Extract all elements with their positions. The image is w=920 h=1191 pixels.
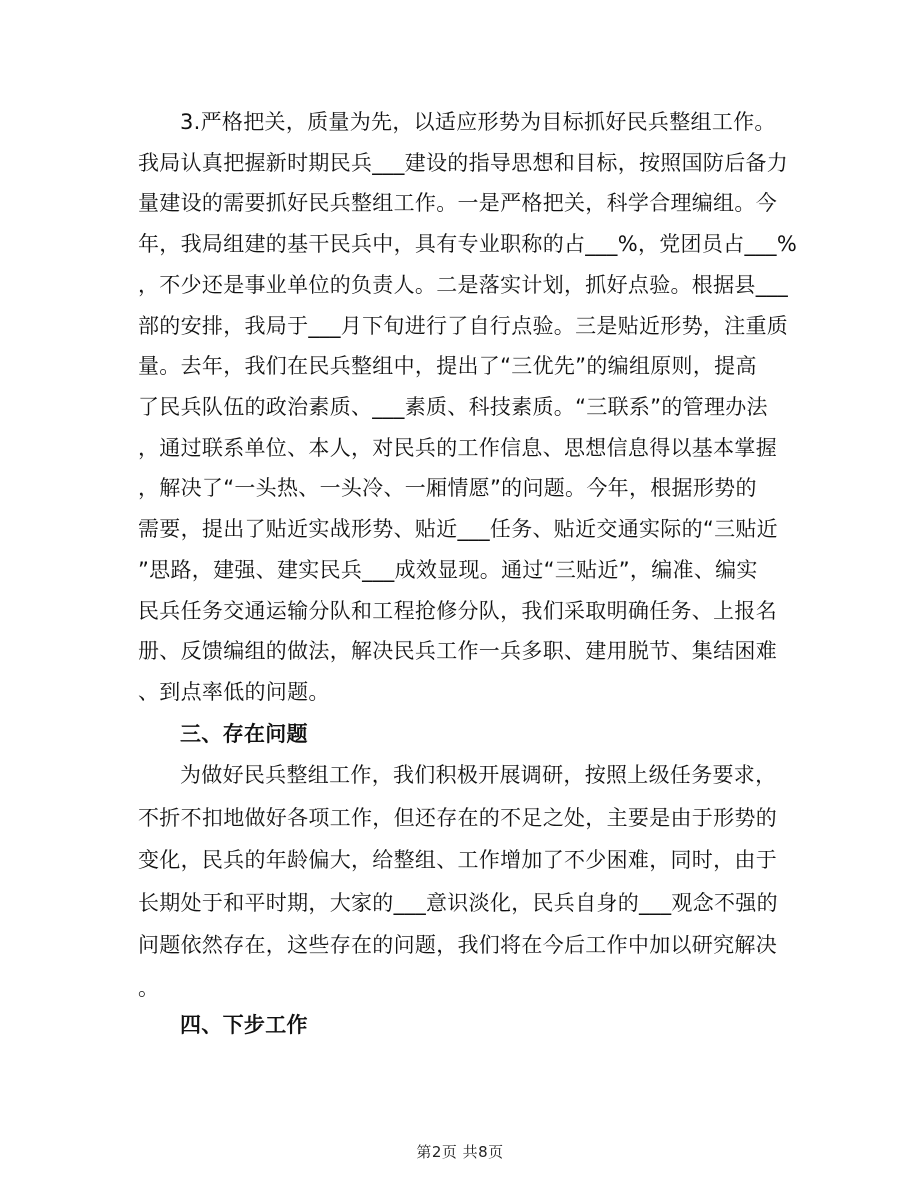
section-heading-next-steps: 四、下步工作 <box>180 1013 308 1037</box>
section-heading-problems: 三、存在问题 <box>180 722 308 746</box>
paragraph-line: ”思路，建强、建实民兵___成效显现。通过“三贴近”，编准、编实 <box>138 558 758 582</box>
paragraph-line: 需要，提出了贴近实战形势、贴近___任务、贴近交通实际的“三贴近 <box>138 517 778 541</box>
page-number-footer: 第2页 共8页 <box>416 1143 504 1161</box>
paragraph-line: 我局认真把握新时期民兵___建设的指导思想和目标，按照国防后备力 <box>138 151 789 175</box>
paragraph-line: 部的安排，我局于___月下旬进行了自行点验。三是贴近形势，注重质 <box>138 314 789 338</box>
paragraph-line: ，解决了“一头热、一头冷、一厢情愿”的问题。今年，根据形势的 <box>138 476 757 500</box>
paragraph-line: 不折不扣地做好各项工作，但还存在的不足之处，主要是由于形势的 <box>138 806 777 830</box>
paragraph-line: 为做好民兵整组工作，我们积极开展调研，按照上级任务要求， <box>180 763 777 787</box>
paragraph-line: 变化，民兵的年龄偏大，给整组、工作增加了不少困难，同时，由于 <box>138 848 777 872</box>
paragraph-line: 年，我局组建的基干民兵中，具有专业职称的占___%，党团员占___% <box>138 232 798 256</box>
paragraph-line: 了民兵队伍的政治素质、___素质、科技素质。“三联系”的管理办法 <box>138 395 768 419</box>
paragraph-line: 量建设的需要抓好民兵整组工作。一是严格把关，科学合理编组。今 <box>138 191 777 215</box>
paragraph-line: 3.严格把关，质量为先，以适应形势为目标抓好民兵整组工作。 <box>180 110 776 134</box>
paragraph-line: 。 <box>138 976 160 1000</box>
paragraph-line: 、到点率低的问题。 <box>138 680 330 704</box>
paragraph-line: ，不少还是事业单位的负责人。二是落实计划，抓好点验。根据县___ <box>138 273 789 297</box>
paragraph-line: 长期处于和平时期，大家的___意识淡化，民兵自身的___观念不强的 <box>138 891 778 915</box>
paragraph-line: 民兵任务交通运输分队和工程抢修分队，我们采取明确任务、上报名 <box>138 599 777 623</box>
paragraph-line: ，通过联系单位、本人，对民兵的工作信息、思想信息得以基本掌握 <box>138 436 777 460</box>
paragraph-line: 量。去年，我们在民兵整组中，提出了“三优先”的编组原则，提高 <box>138 354 757 378</box>
paragraph-line: 册、反馈编组的做法，解决民兵工作一兵多职、建用脱节、集结困难 <box>138 639 777 663</box>
paragraph-line: 问题依然存在，这些存在的问题，我们将在今后工作中加以研究解决 <box>138 933 777 957</box>
